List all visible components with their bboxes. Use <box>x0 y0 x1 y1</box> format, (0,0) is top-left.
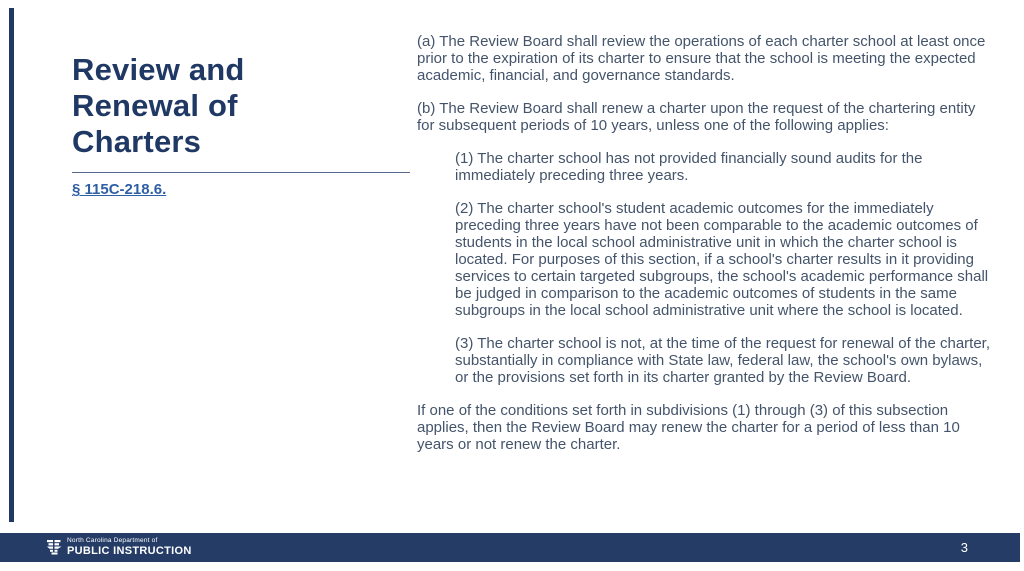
org-name-small: North Carolina Department of <box>67 537 158 545</box>
body-paragraph-closing: If one of the conditions set forth in subdivisions (1) through (3) of this subsection applies, then the Review Board may renew the charter for a period of less than 10 years or not renew the charter. <box>417 402 960 453</box>
page-number: 3 <box>960 540 968 555</box>
statute-link[interactable]: § 115C-218.6. <box>72 181 167 198</box>
slide-title-line-2: Renewal of <box>72 88 238 123</box>
slide-title <box>72 52 412 160</box>
footer-bar <box>0 533 1020 562</box>
subdivision-2: (2) The charter school's student academic outcomes for the immediately preceding three years have not been comparable to the academic outcomes of students in the local school administrative unit in which the charter school is located. For purposes of this section, if a school's charter results in it providing services to certain targeted subgroups, the school's academic performance shall be judged in comparison to the academic outcomes of students in the same subgroups in the local school administrative unit where the school is located. <box>455 200 989 319</box>
subdivision-1: (1) The charter school has not provided financially sound audits for the immediately preceding three years. <box>455 150 923 184</box>
nc-dpi-logo-icon <box>46 539 63 556</box>
body-text-column <box>417 33 997 469</box>
org-name-large: PUBLIC INSTRUCTION <box>67 544 192 557</box>
left-accent-bar <box>9 8 14 522</box>
body-paragraph-a: (a) The Review Board shall review the operations of each charter school at least once prior to the expiration of its charter to ensure that the school is meeting the expected academic, financial, and governance standards. <box>417 33 986 84</box>
org-text <box>67 538 192 557</box>
slide-title-line-1: Review and <box>72 52 245 87</box>
title-divider <box>72 172 410 173</box>
slide-title-line-3: Charters <box>72 124 202 159</box>
subdivision-3: (3) The charter school is not, at the time of the request for renewal of the charter, substantially in compliance with State law, federal law, the school's own bylaws, or the provisions set forth in its charter granted by the Review Board. <box>455 335 990 386</box>
title-block <box>72 52 412 199</box>
nc-dpi-logo <box>46 538 192 557</box>
body-paragraph-b: (b) The Review Board shall renew a charter upon the request of the chartering entity for subsequent periods of 10 years, unless one of the following applies: <box>417 100 976 134</box>
